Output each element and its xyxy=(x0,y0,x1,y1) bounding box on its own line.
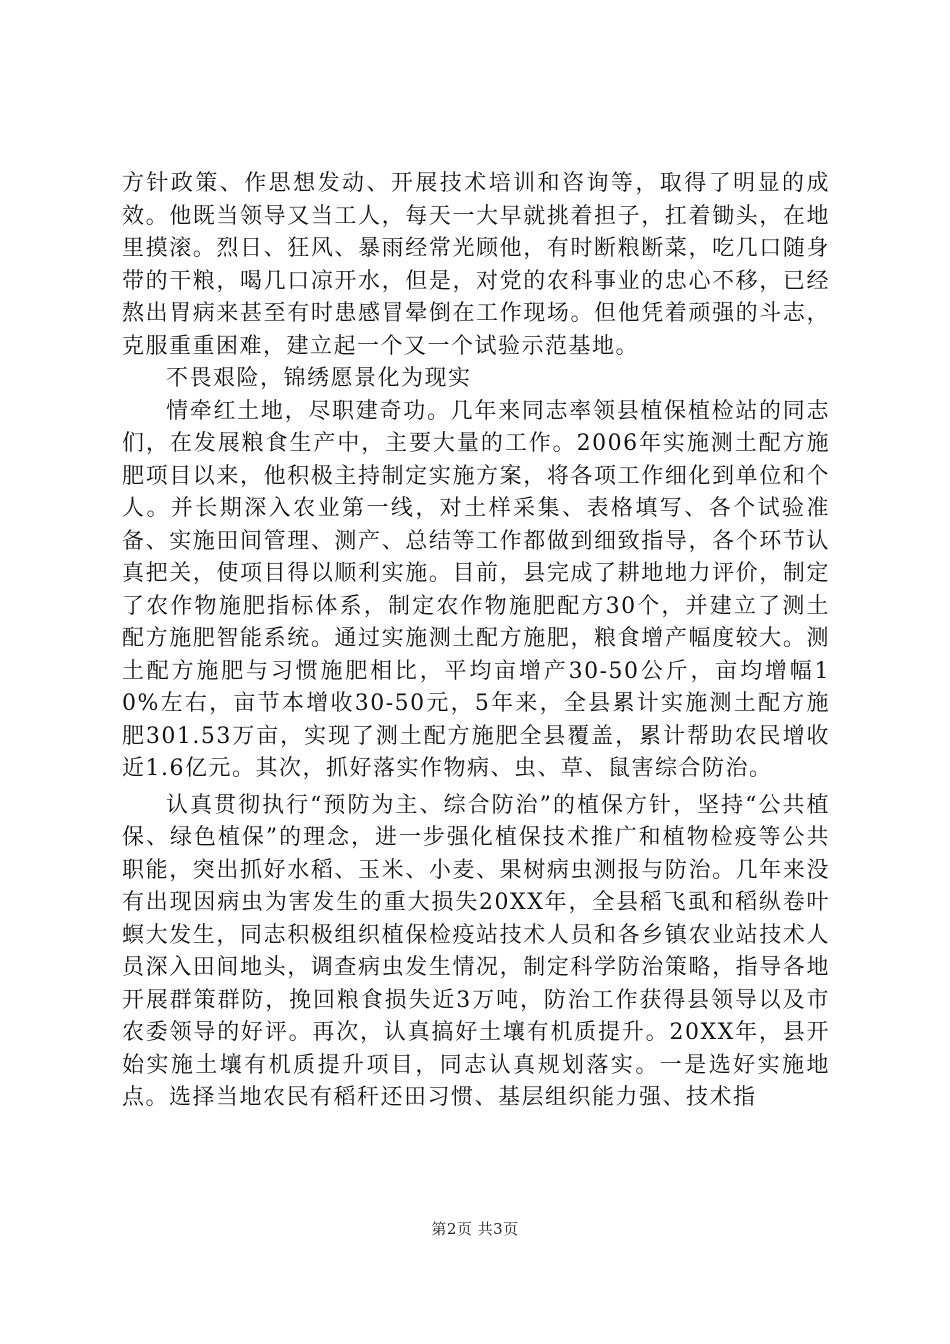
paragraph-pest-control: 认真贯彻执行“预防为主、综合防治”的植保方针，坚持“公共植保、绿色植保”的理念，进一步强化植保技术推广和植物检疫等公共职能，突出抓好水稻、玉米、小麦、果树病虫测报与防治。几年来没有出现因病虫为害发生的重大损失20XX年，全县稻飞虱和稻纵卷叶螟大发生，同志积极组织植保检疫站技术人员和各乡镇农业站技术人员深入田间地头，调查病虫发生情况，制定科学防治策略，指导各地开展群策群防，挽回粮食损失近3万吨，防治工作获得县领导以及市农委领导的好评。再次，认真搞好土壤有机质提升。20XX年，县开始实施土壤有机质提升项目，同志认真规划落实。一是选好实施地点。选择当地农民有稻秆还田习惯、基层组织能力强、技术指 xyxy=(122,792,830,1110)
paragraph-continued: 方针政策、作思想发动、开展技术培训和咨询等，取得了明显的成效。他既当领导又当工人，每天一大早就挑着担子，扛着锄头，在地里摸滚。烈日、狂风、暴雨经常光顾他，有时断粮断菜，吃几口随身带的干粮，喝几口凉开水，但是，对党的农科事业的忠心不移，已经熬出胃病来甚至有时患感冒晕倒在工作现场。但他凭着顽强的斗志，克服重重困难，建立起一个又一个试验示范基地。 xyxy=(122,171,830,359)
paragraph-soil-testing: 情牵红土地，尽职建奇功。几年来同志率领县植保植检站的同志们，在发展粮食生产中，主要大量的工作。2006年实施测土配方施肥项目以来，他积极主持制定实施方案，将各项工作细化到单位和个人。并长期深入农业第一线，对土样采集、表格填写、各个试验准备、实施田间管理、测产、总结等工作都做到细致指导，各个环节认真把关，使项目得以顺利实施。目前，县完成了耕地地力评价，制定了农作物施肥指标体系，制定农作物施肥配方30个，并建立了测土配方施肥智能系统。通过实施测土配方施肥，粮食增产幅度较大。测土配方施肥与习惯施肥相比，平均亩增产30-50公斤，亩均增幅10%左右，亩节本增收30-50元，5年来，全县累计实施测土配方施肥301.53万亩，实现了测土配方施肥全县覆盖，累计帮助农民增收近1.6亿元。其次，抓好落实作物病、虫、草、鼠害综合防治。 xyxy=(122,398,830,781)
page-number-footer: 第2页 共3页 xyxy=(431,1220,519,1238)
section-heading: 不畏艰险，锦绣愿景化为现实 xyxy=(166,366,472,391)
document-body xyxy=(122,168,830,1115)
